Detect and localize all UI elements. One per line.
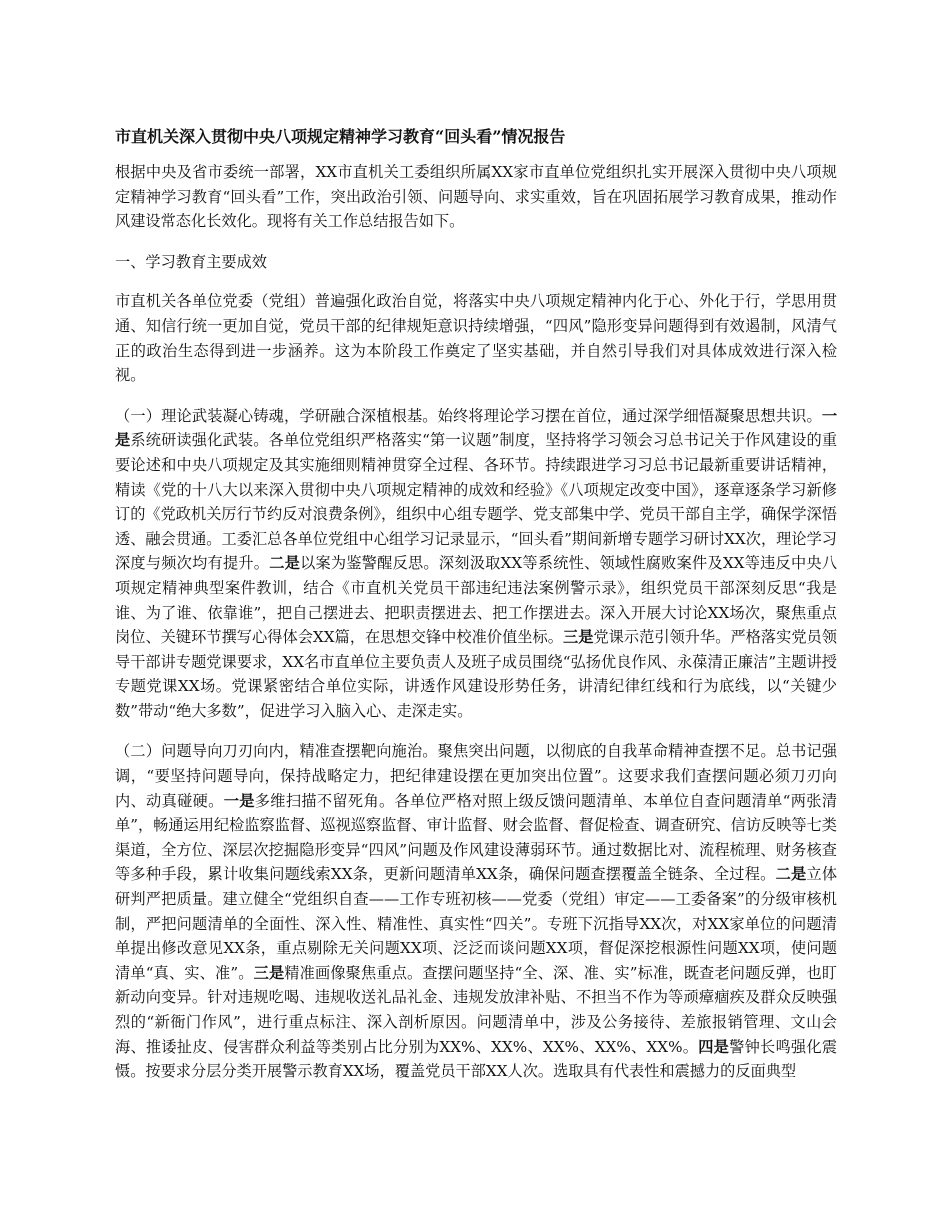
paragraph-text: （二）问题导向刀刃向内，精准查摆靶向施治。聚焦突出问题，以彻底的自我革命精神查摆不足。总书记强调，“要坚持问题导向，保持战略定力，把纪律建设摆在更加突出位置”。这要求我们查摆问题必须刀刃向内、动真碰硬。 (115, 742, 837, 810)
bold-marker: 四是 (698, 1037, 730, 1056)
theory-study-paragraph (115, 404, 837, 724)
paragraph-text: 精准画像聚焦重点。查摆问题坚持“全、深、准、实”标准，既查老问题反弹，也盯新动向变异。针对违规吃喝、违规收送礼品礼金、违规发放津补贴、不担当不作为等顽瘴痼疾及群众反映强烈的“新衙门作风”，进行重点标注、深入剖析原因。问题清单中，涉及公务接待、差旅报销管理、文山会海、推诿扯皮、侵害群众利益等类别占比分别为XX%、XX%、XX%、XX%、XX%。 (115, 963, 837, 1056)
bold-marker: 二是 (775, 865, 807, 884)
paragraph-text: （一）理论武装凝心铸魂，学研融合深植根基。始终将理论学习摆在首位，通过深学细悟凝聚思想共识。 (115, 406, 822, 425)
paragraph-text: 警钟长鸣强化震慑。按要求分层分类开展警示教育XX场，覆盖党员干部XX人次。选取具有代表性和震撼力的反面典型 (115, 1037, 838, 1081)
problem-finding-paragraph (115, 739, 837, 1083)
paragraph-text: 党课示范引领升华。严格落实党员领导干部讲专题党课要求，XX名市直单位主要负责人及班子成员围绕“弘扬优良作风、永葆清正廉洁”主题讲授专题党课XX场。党课紧密结合单位实际，讲透作风建设形势任务，讲清纪律红线和行为底线，以“关键少数”带动“绝大多数”，促进学习入脑入心、走深走实。 (115, 628, 838, 720)
document-title: 市直机关深入贯彻中央八项规定精神学习教育“回头看”情况报告 (115, 127, 566, 146)
paragraph-text: 以案为鉴警醒反思。深刻汲取XX等系统性、领域性腐败案件及XX等违反中央八项规定精神典型案件教训，结合《市直机关党员干部违纪违法案例警示录》，组织党员干部深刻反思“我是谁、为了谁、依靠谁”，把自己摆进去、把职责摆进去、把工作摆进去。深入开展大讨论XX场次，聚焦重点岗位、关键环节撰写心得体会XX篇，在思想交锋中校准价值坐标。 (115, 554, 838, 647)
section-heading: 一、学习教育主要成效 (115, 252, 267, 271)
bold-marker: 一是 (223, 791, 255, 810)
bold-marker: 三是 (562, 628, 594, 647)
section-summary-paragraph: 市直机关各单位党委（党组）普遍强化政治自觉，将落实中央八项规定精神内化于心、外化于行，学思用贯通、知信行统一更加自觉，党员干部的纪律规矩意识持续增强，“四风”隐形变异问题得到有效遏制，风清气正的政治生态得到进一步涵养。这为本阶段工作奠定了坚实基础，并自然引导我们对具体成效进行深入检视。 (115, 292, 837, 385)
paragraph-text: 系统研读强化武装。各单位党组织严格落实“第一议题”制度，坚持将学习领会习总书记关于作风建设的重要论述和中央八项规定及其实施细则精神贯穿全过程、各环节。持续跟进学习习总书记最新重要讲话精神，精读《党的十八大以来深入贯彻中央八项规定精神的成效和经验》《八项规定改变中国》，逐章逐条学习新修订的《党政机关厉行节约反对浪费条例》，组织中心组专题学、党支部集中学、党员干部自主学，确保学深悟透、融会贯通。工委汇总各单位党组中心组学习记录显示，“回头看”期间新增专题学习研讨XX次，理论学习深度与频次均有提升。 (115, 431, 838, 573)
bold-marker: 三是 (253, 963, 285, 982)
paragraph-text: 立体研判严把质量。建立健全“党组织自查——工作专班初核——党委（党组）审定——工委备案”的分级审核机制，严把问题清单的全面性、深入性、精准性、真实性“四关”。专班下沉指导XX次，对XX家单位的问题清单提出修改意见XX条，重点剔除无关问题XX项、泛泛而谈问题XX项，督促深挖根源性问题XX项，使问题清单“真、实、准”。 (115, 865, 838, 982)
bold-marker: 一是 (115, 406, 837, 450)
intro-paragraph: 根据中央及省市委统一部署，XX市直机关工委组织所属XX家市直单位党组织扎实开展深入贯彻中央八项规定精神学习教育“回头看”工作，突出政治引领、问题导向、求实重效，旨在巩固拓展学习教育成果，推动作风建设常态化长效化。现将有关工作总结报告如下。 (115, 163, 837, 231)
document-page (115, 124, 837, 1100)
paragraph-text: 多维扫描不留死角。各单位严格对照上级反馈问题清单、本单位自查问题清单“两张清单”，畅通运用纪检监察监督、巡视巡察监督、审计监督、财会监督、督促检查、调查研究、信访反映等七类渠道，全方位、深层次挖掘隐形变异“四风”问题及作风建设薄弱环节。通过数据比对、流程梳理、财务核查等多种手段，累计收集问题线索XX条，更新问题清单XX条，确保问题查摆覆盖全链条、全过程。 (115, 791, 838, 884)
bold-marker: 二是 (269, 554, 301, 573)
